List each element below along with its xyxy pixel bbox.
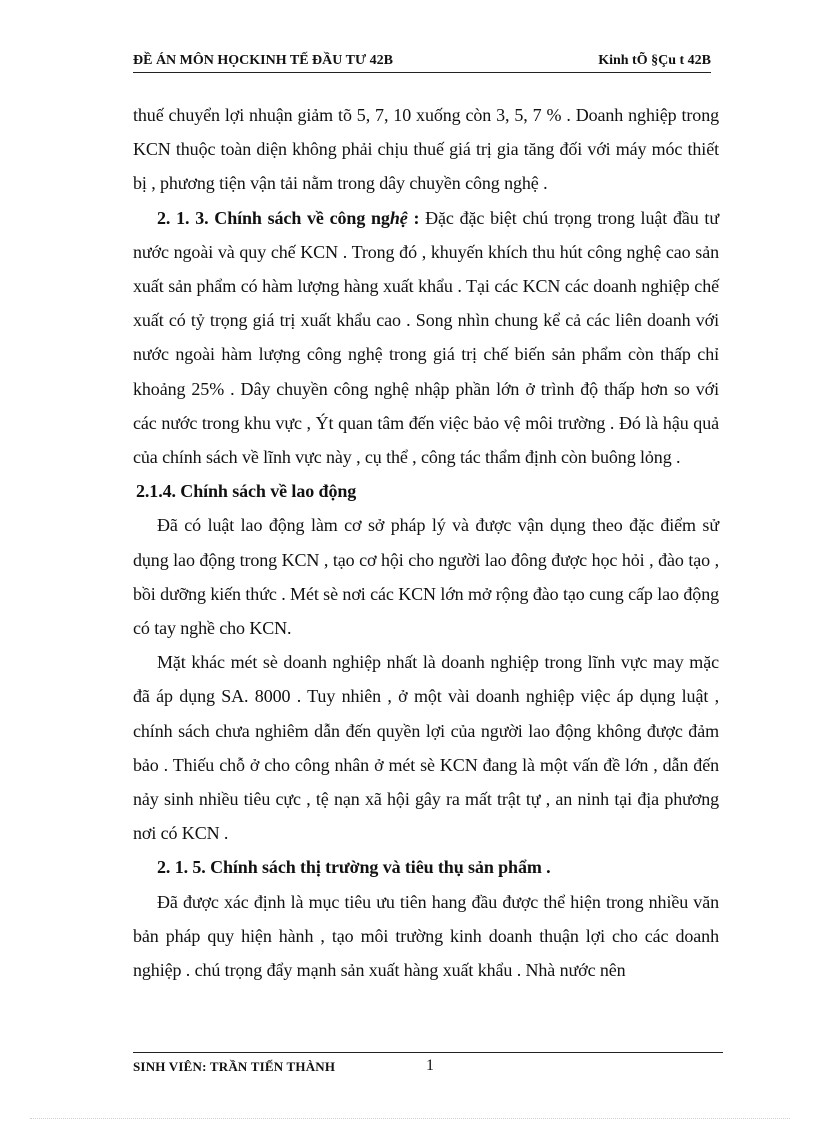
section-2-1-3-text: Đặc đặc biệt chú trọng trong luật đầu tư nước ngoài và quy chế KCN . Trong đó , khuyến khích thu hút công nghệ cao sản xuất sản phẩm có hàm lượng hàng xuất khẩu . Tại các KCN các doanh nghiệp chế xuất có tỷ trọng giá trị xuất khẩu cao . Song nhìn chung kể cả các liên doanh với nước ngoài hàm lượng công nghệ trong giá trị chế biến sản phẩm còn thấp chỉ khoảng 25% . Dây chuyền công nghệ nhập phần lớn ở trình độ thấp hơn so với các nước trong khu vực , Ýt quan tâm đến việc bảo vệ môi trường . Đó là hậu quả của chính sách về lĩnh vực này , cụ thể , công tác thẩm định còn buông lỏng . [133, 207, 719, 468]
header-class-label: Kinh tÕ §Çu t 42B [598, 53, 711, 68]
section-2-1-3-heading-italic: hệ [389, 207, 408, 228]
page-number: 1 [426, 1057, 434, 1074]
paragraph-market-policy: Đã được xác định là mục tiêu ưu tiên hang đầu được thể hiện trong nhiều văn bản pháp quy hiện hành , tạo môi trường kinh doanh thuận lợi cho các doanh nghiệp . chú trọng đẩy mạnh sản xuất hàng xuất khẩu . Nhà nước nên [133, 891, 719, 981]
header-course-title: ĐỀ ÁN MÔN HỌCKINH TẾ ĐẦU TƯ 42B [133, 53, 393, 68]
section-2-1-3 [133, 201, 719, 475]
page-header [133, 50, 711, 73]
paragraph-labor-law: Đã có luật lao động làm cơ sở pháp lý và được vận dụng theo đặc điểm sử dụng lao động trong KCN , tạo cơ hội cho người lao đông được học hỏi , đào tạo , bồi dưỡng kiến thức . Mét sè nơi các KCN lớn mở rộng đào tạo cung cấp lao động có tay nghề cho KCN. [133, 515, 719, 639]
section-2-1-3-colon: : [407, 207, 420, 228]
page-footer [133, 1052, 723, 1074]
section-2-1-3-heading: 2. 1. 3. Chính sách về công ng [157, 207, 390, 228]
page-edge-divider [30, 1118, 790, 1119]
paragraph-labor-practice: Mặt khác mét sè doanh nghiệp nhất là doanh nghiệp trong lĩnh vực may mặc đã áp dụng SA. 8000 . Tuy nhiên , ở một vài doanh nghiệp việc áp dụng luật , chính sách chưa nghiêm dẫn đến quyền lợi của người lao động không được đảm bảo . Thiếu chỗ ở cho công nhân ở mét sè KCN đang là một vấn đề lớn , dẫn đến nảy sinh nhiều tiêu cực , tệ nạn xã hội gây ra mất trật tự , an ninh tại địa phương nơi có KCN . [133, 652, 719, 844]
document-body [133, 98, 719, 987]
section-2-1-4-heading: 2.1.4. Chính sách về lao động [136, 481, 357, 502]
footer-student-name: SINH VIÊN: TRẦN TIẾN THÀNH [133, 1059, 336, 1074]
paragraph-tax: thuế chuyển lợi nhuận giảm tõ 5, 7, 10 xuống còn 3, 5, 7 % . Doanh nghiệp trong KCN thuộc toàn diện không phải chịu thuế giá trị gia tăng đối với máy móc thiết bị , phương tiện vận tải nằm trong dây chuyền công nghệ . [133, 105, 719, 194]
section-2-1-5-heading: 2. 1. 5. Chính sách thị trường và tiêu thụ sản phẩm . [157, 857, 551, 878]
